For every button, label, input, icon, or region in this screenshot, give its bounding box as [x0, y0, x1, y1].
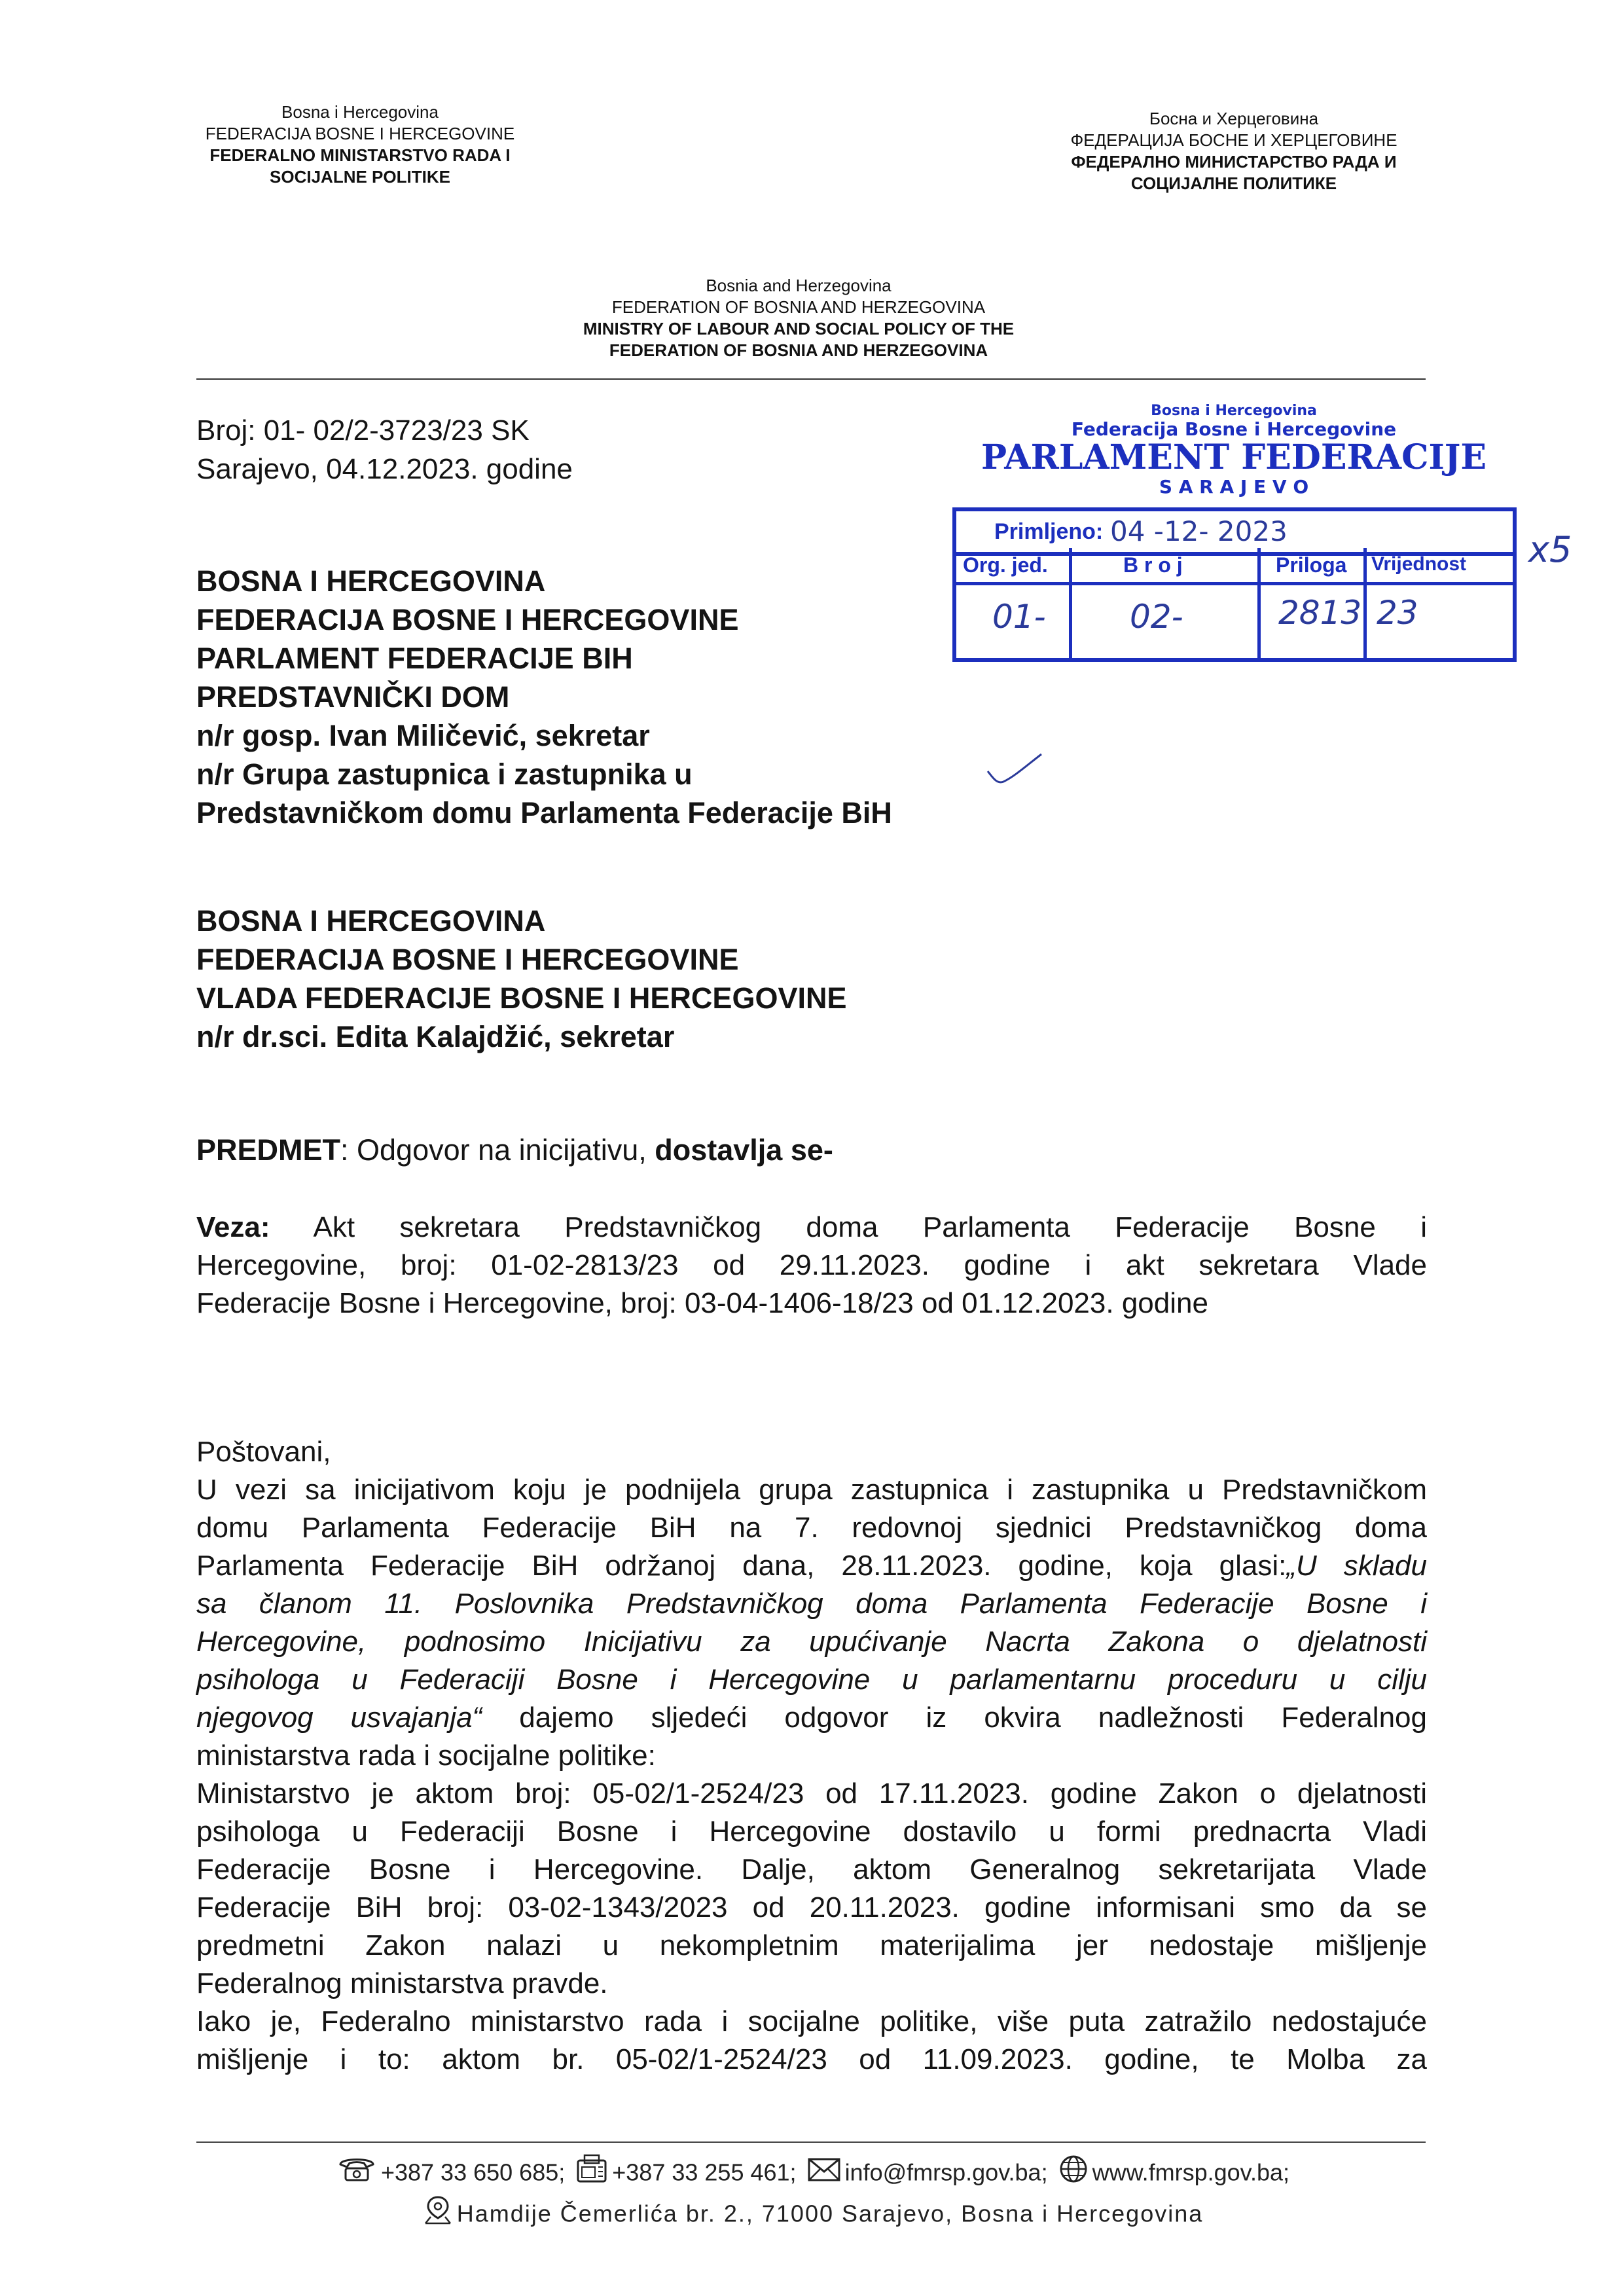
body-line: Iako je, Federalno ministarstvo rada i socijalne politike, više puta zatražilo nedostajuće: [196, 2005, 1427, 2037]
addressee-1-house: PREDSTAVNIČKI DOM: [196, 680, 510, 714]
addressee-1-federation: FEDERACIJA BOSNE I HERCEGOVINE: [196, 603, 739, 636]
body-text: Parlamenta Federacije BiH održanoj dana, 28.11.2023. godine, koja glasi:: [196, 1550, 1287, 1582]
stamp-received-date: 04 -12- 2023: [1110, 515, 1288, 547]
stamp-val-vrijednost: 23: [1377, 594, 1418, 632]
stamp-received-label: Primljeno:: [994, 519, 1104, 544]
stamp-col-priloga: Priloga: [1276, 553, 1347, 577]
header-right-ministry: ФЕДЕРАЛНО МИНИСТАРСТВО РАДА И: [1071, 152, 1397, 172]
addressee-1-attention-group: n/r Grupa zastupnica i zastupnika u: [196, 757, 693, 791]
body-line-quote: [196, 1623, 1427, 1661]
fax-icon: [575, 2154, 608, 2195]
body-line: domu Parlamenta Federacije BiH na 7. redovnoj sjednici Predstavničkog doma: [196, 1512, 1427, 1544]
header-center-ministry-2: FEDERATION OF BOSNIA AND HERZEGOVINA: [609, 340, 988, 360]
stamp-line-federation: Federacija Bosne i Hercegovine: [1071, 418, 1397, 440]
stamp-line-city: S A R A J E V O: [1159, 476, 1309, 498]
stamp-col-divider: [1363, 548, 1367, 658]
stamp-val-org: 01-: [992, 598, 1046, 636]
body-line: mišljenje i to: aktom br. 05-02/1-2524/23 od 11.09.2023. godine, te Molba za: [196, 2043, 1427, 2075]
subject-bold-tail: dostavlja se-: [655, 1133, 833, 1167]
stamp-val-priloga: 2813: [1278, 594, 1362, 632]
footer-divider: [196, 2141, 1426, 2143]
header-left: [157, 101, 563, 188]
reference-link-block: [196, 1209, 1427, 1322]
addressee-parliament: [196, 562, 892, 832]
veza-line-3: Federacije Bosne i Hercegovine, broj: 03-04-1406-18/23 od 01.12.2023. godine: [196, 1287, 1208, 1319]
footer-email[interactable]: info@fmrsp.gov.ba;: [844, 2159, 1048, 2186]
checkmark-icon: [985, 752, 1044, 791]
addressee-1-attention-group-2: Predstavničkom domu Parlamenta Federacije BiH: [196, 796, 892, 829]
email-icon: [807, 2156, 841, 2193]
location-icon: [423, 2195, 453, 2236]
addressee-2-country: BOSNA I HERCEGOVINA: [196, 904, 546, 938]
body-line-quote: [196, 1661, 1427, 1699]
body-line: [196, 1699, 1427, 1737]
body-text: dajemo sljedeći odgovor iz okvira nadležnosti Federalnog: [482, 1702, 1427, 1734]
body-line: predmetni Zakon nalazi u nekompletnim materijalima jer nedostaje mišljenje: [196, 1929, 1427, 1961]
stamp-val-broj: 02-: [1130, 598, 1183, 636]
stamp-col-broj: B r o j: [1123, 553, 1183, 577]
quote-end: njegovog usvajanja“: [196, 1702, 482, 1734]
footer-address: Hamdije Čemerlića br. 2., 71000 Sarajevo, Bosna i Hercegovina: [456, 2200, 1204, 2227]
body-line: [196, 1547, 1427, 1585]
subject-label: PREDMET: [196, 1133, 341, 1167]
subject-line: [196, 1131, 833, 1169]
phone-icon: [336, 2155, 377, 2193]
veza-line: [196, 1209, 1427, 1247]
addressee-1-country: BOSNA I HERCEGOVINA: [196, 564, 546, 598]
quote-text: Hercegovine, podnosimo Inicijativu za upućivanje Nacrta Zakona o djelatnosti: [196, 1626, 1427, 1658]
veza-label: Veza:: [196, 1211, 270, 1243]
veza-line-1: Akt sekretara Predstavničkog doma Parlamenta Federacije Bosne i: [270, 1211, 1427, 1243]
header-left-ministry-2: SOCIJALNE POLITIKE: [270, 167, 450, 187]
parliament-stamp: [949, 403, 1519, 498]
addressee-1-attention-secretary: n/r gosp. Ivan Miličević, sekretar: [196, 719, 650, 752]
stamp-header-divider: [956, 582, 1513, 585]
letter-body: [196, 1433, 1427, 2079]
stamp-margin-note: x5: [1528, 529, 1572, 570]
body-line: Federacije BiH broj: 03-02-1343/2023 od 20.11.2023. godine informisani smo da se: [196, 1891, 1427, 1923]
body-line: Federalnog ministarstva pravde.: [196, 1967, 608, 1999]
body-line: Federacije Bosne i Hercegovine. Dalje, aktom Generalnog sekretarijata Vlade: [196, 1853, 1427, 1886]
stamp-col-vrijednost: Vrijednost: [1371, 553, 1467, 575]
addressee-government: [196, 902, 846, 1056]
header-center-federation: FEDERATION OF BOSNIA AND HERZEGOVINA: [611, 297, 986, 317]
reference-place-date: Sarajevo, 04.12.2023. godine: [196, 453, 573, 485]
subject-text: : Odgovor na inicijativu,: [340, 1133, 655, 1167]
footer-phone[interactable]: +387 33 650 685;: [380, 2159, 566, 2186]
stamp-line-country: Bosna i Hercegovina: [1151, 403, 1317, 419]
quote-text: psihologa u Federaciji Bosne i Hercegovine u parlamentarnu proceduru u cilju: [196, 1664, 1427, 1696]
veza-line-2: Hercegovine, broj: 01-02-2813/23 od 29.11.2023. godine i akt sekretara Vlade: [196, 1249, 1427, 1281]
header-right-federation: ФЕДЕРАЦИЈА БОСНЕ И ХЕРЦЕГОВИНЕ: [1070, 130, 1397, 150]
header-center-country: Bosnia and Herzegovina: [706, 276, 892, 295]
greeting: Poštovani,: [196, 1436, 331, 1468]
body-line: U vezi sa inicijativom koju je podnijela grupa zastupnica i zastupnika u Predstavničkom: [196, 1474, 1427, 1506]
header-right-ministry-2: СОЦИЈАЛНЕ ПОЛИТИКЕ: [1130, 173, 1337, 193]
footer-website[interactable]: www.fmrsp.gov.ba;: [1092, 2159, 1290, 2186]
header-left-country: Bosna i Hercegovina: [281, 102, 439, 122]
header-right-country: Босна и Херцеговина: [1149, 109, 1319, 128]
stamp-col-divider: [1069, 548, 1072, 658]
stamp-line-parliament: PARLAMENT FEDERACIJE: [981, 437, 1487, 477]
header-center-ministry: MINISTRY OF LABOUR AND SOCIAL POLICY OF THE: [583, 319, 1015, 338]
stamp-col-org: Org. jed.: [963, 553, 1048, 577]
stamp-col-divider: [1257, 548, 1261, 658]
header-left-ministry: FEDERALNO MINISTARSTVO RADA I: [209, 145, 511, 165]
stamp-table: [952, 548, 1517, 662]
header-center: [511, 275, 1087, 361]
addressee-2-federation: FEDERACIJA BOSNE I HERCEGOVINE: [196, 943, 739, 976]
addressee-1-parliament: PARLAMENT FEDERACIJE BIH: [196, 642, 633, 675]
footer-fax[interactable]: +387 33 255 461;: [612, 2159, 797, 2186]
body-line: psihologa u Federaciji Bosne i Hercegovine dostavilo u formi prednacrta Vladi: [196, 1815, 1427, 1848]
globe-icon: [1058, 2154, 1089, 2195]
addressee-2-attention: n/r dr.sci. Edita Kalajdžić, sekretar: [196, 1020, 675, 1053]
quote-start: „U skladu: [1286, 1550, 1427, 1582]
header-right: [1011, 108, 1456, 194]
body-line: Ministarstvo je aktom broj: 05-02/1-2524/23 od 17.11.2023. godine Zakon o djelatnosti: [196, 1777, 1427, 1810]
body-line-quote: [196, 1585, 1427, 1623]
body-line: ministarstva rada i socijalne politike:: [196, 1740, 656, 1772]
reference-number: Broj: 01- 02/2-3723/23 SK: [196, 414, 530, 446]
reference-block: [196, 411, 573, 488]
header-left-federation: FEDERACIJA BOSNE I HERCEGOVINE: [205, 124, 515, 143]
header-divider: [196, 378, 1426, 380]
quote-text: sa članom 11. Poslovnika Predstavničkog doma Parlamenta Federacije Bosne i: [196, 1588, 1427, 1620]
addressee-2-government: VLADA FEDERACIJE BOSNE I HERCEGOVINE: [196, 981, 847, 1015]
footer-contacts: [196, 2154, 1426, 2236]
